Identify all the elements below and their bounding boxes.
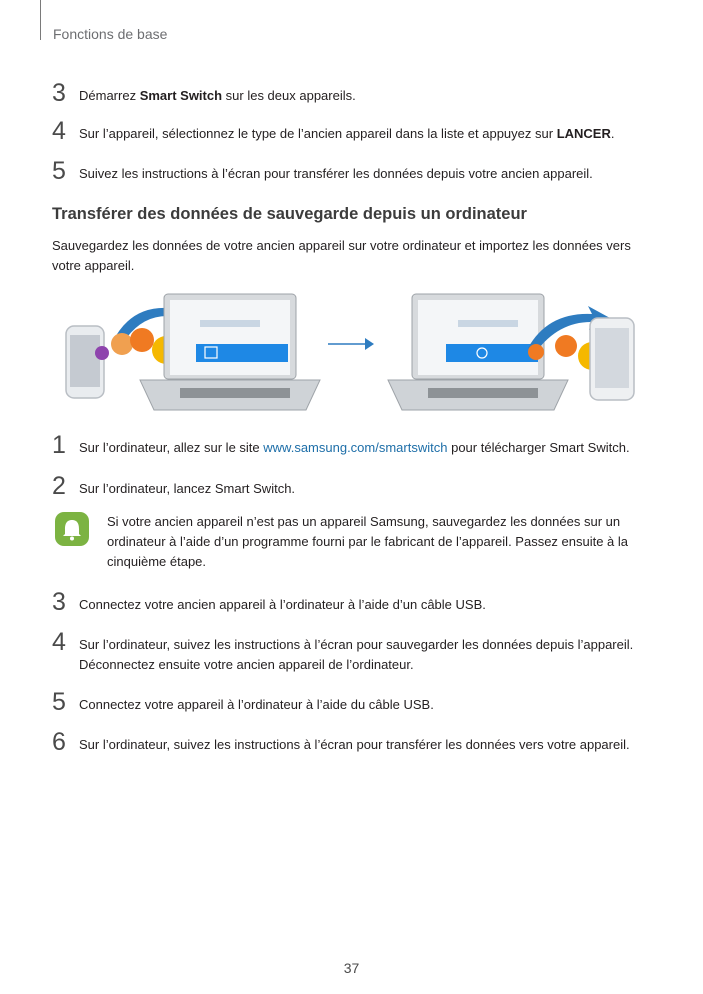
step-final-3 (52, 588, 652, 616)
step-number: 4 (52, 117, 66, 145)
step-final-5 (52, 688, 652, 716)
apps-icon (528, 344, 544, 360)
step-final-4 (52, 628, 652, 675)
step-text: Démarrez Smart Switch sur les deux appareils. (79, 88, 356, 103)
step-top-4 (52, 117, 652, 145)
header-rule (40, 0, 41, 40)
smartswitch-link[interactable]: www.samsung.com/smartswitch (263, 440, 448, 455)
step-number: 1 (52, 431, 66, 459)
note-text: Si votre ancien appareil n’est pas un appareil Samsung, sauvegardez les données sur un ordinateur à l’aide d’un programme fourni par le fabricant de l’appareil. Passez ensuite à la cinquième étape. (107, 514, 629, 569)
message-icon (111, 333, 133, 355)
step-number: 4 (52, 628, 66, 656)
step-text: Sur l’ordinateur, allez sur le site www.samsung.com/smartswitch pour télécharger Smart Switch. (79, 440, 630, 455)
note-box (55, 512, 655, 572)
step-number: 5 (52, 157, 66, 185)
step-top-3 (52, 79, 652, 107)
step-bottom-1 (52, 431, 652, 459)
step-number: 3 (52, 588, 66, 616)
transfer-illustration (60, 288, 650, 413)
step-text: Sur l’ordinateur, suivez les instructions à l’écran pour transférer les données vers votre appareil. (79, 737, 630, 752)
contact-icon (555, 335, 577, 357)
step-text: Suivez les instructions à l’écran pour transférer les données depuis votre ancien appareil. (79, 166, 593, 181)
notice-bell-icon (55, 512, 89, 546)
step-number: 2 (52, 472, 66, 500)
step-bottom-2 (52, 472, 652, 500)
apps-icon (95, 346, 109, 360)
step-text: Sur l’ordinateur, suivez les instructions à l’écran pour sauvegarder les données depuis l’appareil. Déconnectez ensuite votre ancien appareil de l’ordinateur. (79, 637, 634, 672)
step-top-5 (52, 157, 652, 185)
step-text: Connectez votre appareil à l’ordinateur à l’aide du câble USB. (79, 697, 434, 712)
laptop-left-icon (140, 294, 320, 410)
transfer-arrow-icon (328, 338, 374, 350)
page-number: 37 (343, 960, 360, 976)
step-number: 3 (52, 79, 66, 107)
header-section-title: Fonctions de base (53, 26, 168, 42)
old-phone-icon (66, 326, 104, 398)
contact-icon (130, 328, 154, 352)
step-text: Sur l’ordinateur, lancez Smart Switch. (79, 481, 296, 496)
new-phone-icon (590, 318, 634, 400)
step-text: Connectez votre ancien appareil à l’ordinateur à l’aide d’un câble USB. (79, 597, 486, 612)
step-number: 6 (52, 728, 66, 756)
section-intro: Sauvegardez les données de votre ancien appareil sur votre ordinateur et importez les données vers votre appareil. (52, 238, 631, 273)
section-title: Transférer des données de sauvegarde depuis un ordinateur (52, 205, 527, 223)
step-number: 5 (52, 688, 66, 716)
step-text: Sur l’appareil, sélectionnez le type de l’ancien appareil dans la liste et appuyez sur LANCER. (79, 126, 615, 141)
step-final-6 (52, 728, 652, 756)
